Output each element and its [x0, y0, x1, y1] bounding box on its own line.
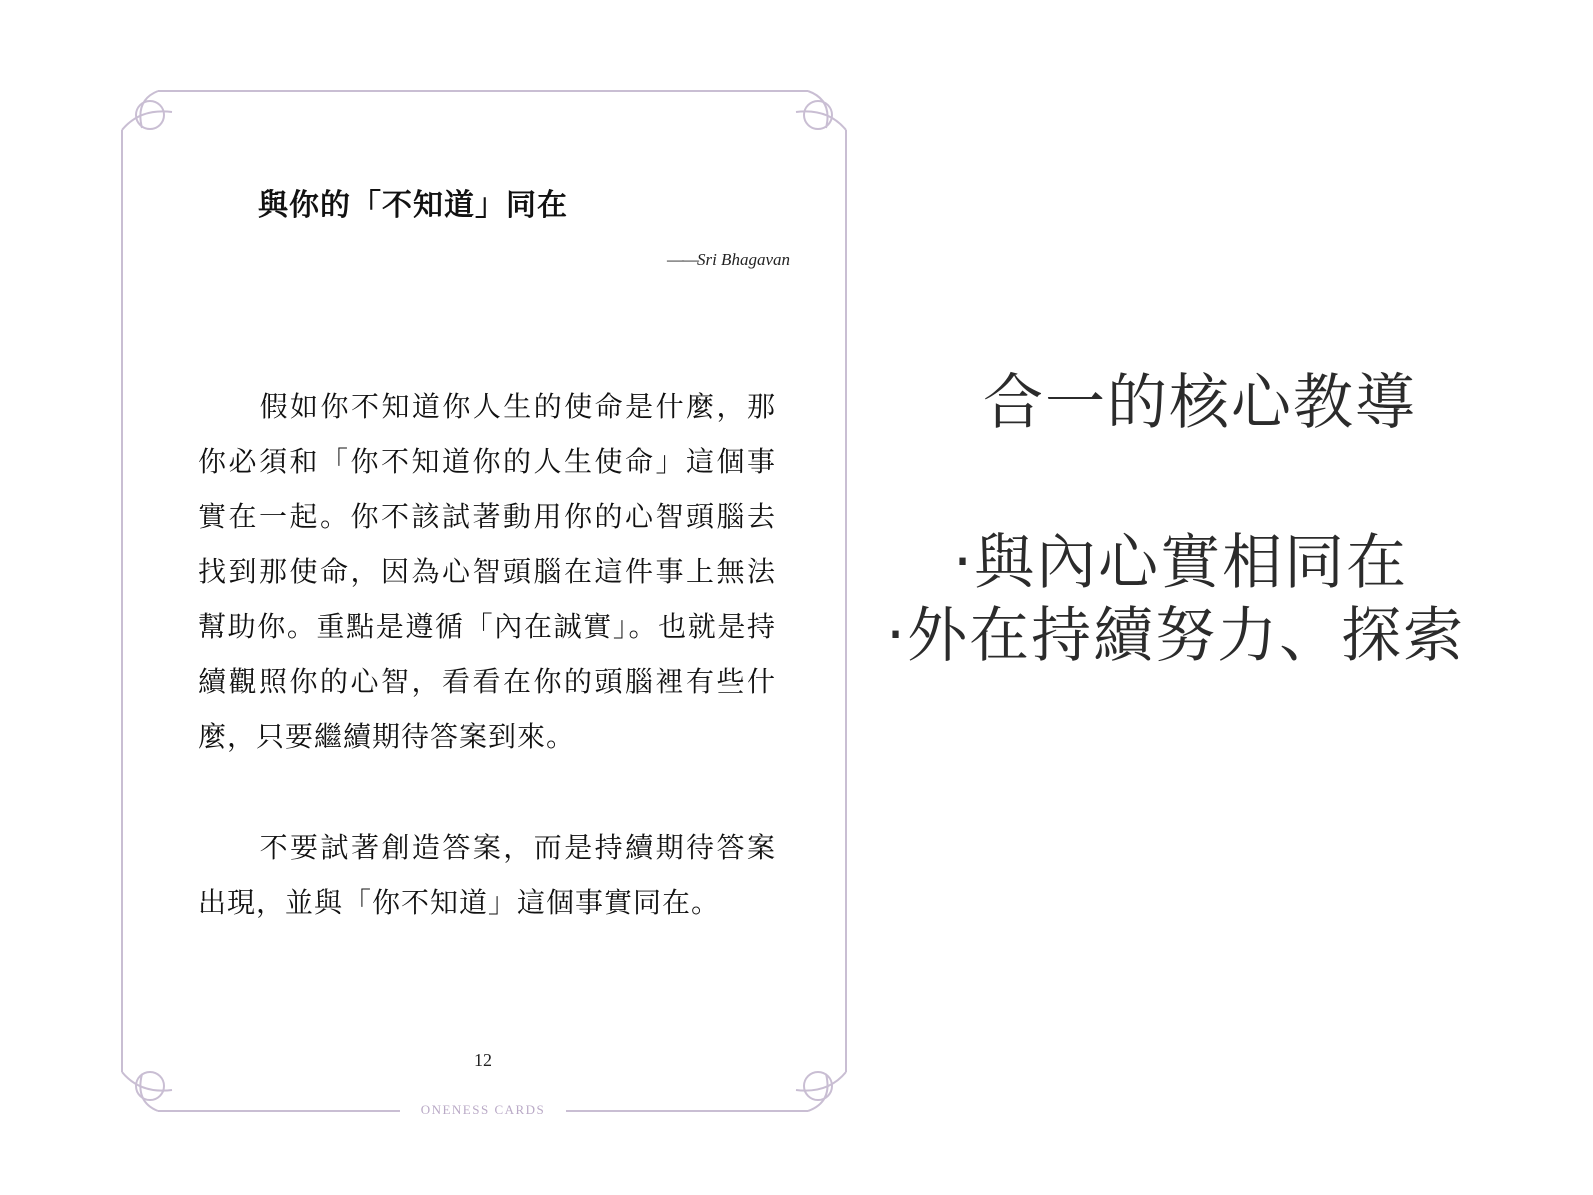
corner-ornament-bottom-left [122, 1072, 172, 1111]
corner-ornament-bottom-right [796, 1072, 846, 1111]
card-title: 與你的「不知道」同在 [258, 188, 568, 223]
corner-ornament-top-right [796, 91, 846, 130]
corner-ornament-top-left [122, 91, 172, 130]
attribution [560, 250, 790, 270]
attribution-name: Sri Bhagavan [696, 250, 790, 269]
slide-bullet: ‧外在持續努力、探索 [886, 601, 1466, 671]
card-paragraph-2: 不要試著創造答案，而是持續期待答案出現，並與「你不知道」這個事實同在。 [198, 831, 776, 919]
attribution-dash: —— [666, 250, 697, 269]
page-number: 12 [474, 1050, 492, 1070]
card-paragraph-1: 假如你不知道你人生的使命是什麼，那你必須和「你不知道你的人生使命」這個事實在一起。你不該試著動用你的心智頭腦去找到那使命，因為心智頭腦在這件事上無法幫助你。重點是遵循「內在誠實」。也就是持續觀照你的心智，看看在你的頭腦裡有些什麼，只要繼續期待答案到來。 [198, 390, 776, 753]
slide-heading: 合一的核心教導 [983, 368, 1417, 438]
slide-bullet: ‧與內心實相同在 [953, 528, 1409, 598]
footer-brand: ONENESS CARDS [400, 1102, 566, 1118]
